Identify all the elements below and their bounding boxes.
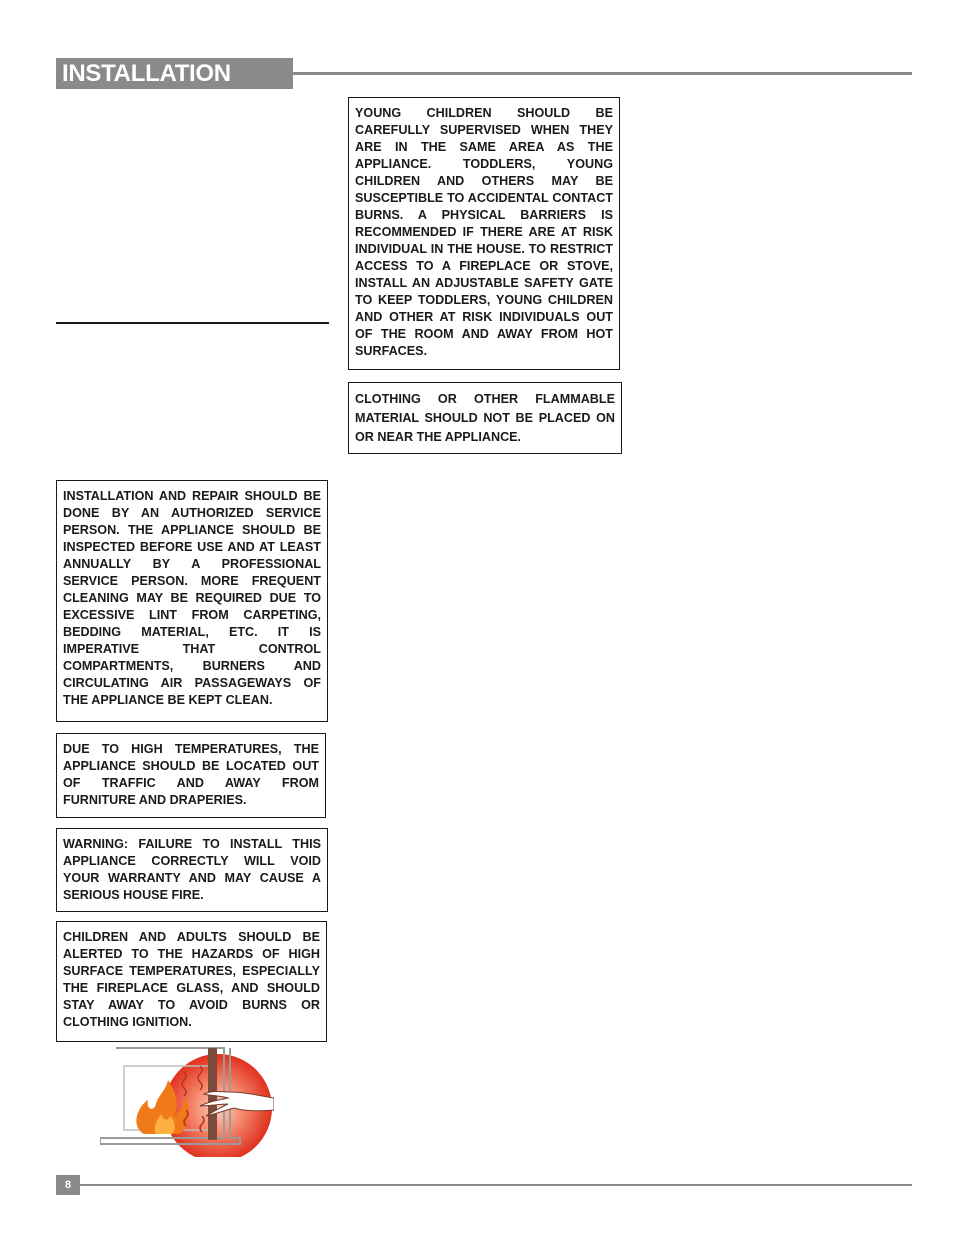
section-header [56, 58, 293, 89]
page-number: 8 [56, 1175, 80, 1195]
warning-box-children-supervision: YOUNG CHILDREN SHOULD BE CAREFULLY SUPERVISED WHEN THEY ARE IN THE SAME AREA AS THE APPLIANCE. TODDLERS, YOUNG CHILDREN AND OTHERS MAY BE SUSCEPTIBLE TO ACCIDENTAL CONTACT BURNS. A PHYSICAL BARRIERS IS RECOMMENDED IF THERE ARE AT RISK INDIVIDUAL IN THE HOUSE. TO RESTRICT ACCESS TO A FIREPLACE OR STOVE, INSTALL AN ADJUSTABLE SAFETY GATE TO KEEP TODDLERS, YOUNG CHILDREN AND OTHER AT RISK INDIVIDUALS OUT OF THE ROOM AND AWAY FROM HOT SURFACES. [348, 97, 620, 370]
hot-glass-burn-warning-icon [100, 1046, 274, 1160]
warning-box-alert-hazards: CHILDREN AND ADULTS SHOULD BE ALERTED TO THE HAZARDS OF HIGH SURFACE TEMPERATURES, ESPECIALLY THE FIREPLACE GLASS, AND SHOULD STAY AWAY TO AVOID BURNS OR CLOTHING IGNITION. [56, 921, 327, 1042]
section-title: INSTALLATION [62, 60, 231, 87]
column-divider-rule [56, 322, 329, 324]
header-rule [293, 72, 912, 75]
warning-box-installation-repair: INSTALLATION AND REPAIR SHOULD BE DONE BY AN AUTHORIZED SERVICE PERSON. THE APPLIANCE SHOULD BE INSPECTED BEFORE USE AND AT LEAST ANNUALLY BY A PROFESSIONAL SERVICE PERSON. MORE FREQUENT CLEANING MAY BE REQUIRED DUE TO EXCESSIVE LINT FROM CARPETING, BEDDING MATERIAL, ETC. IT IS IMPERATIVE THAT CONTROL COMPARTMENTS, BURNERS AND CIRCULATING AIR PASSAGEWAYS OF THE APPLIANCE BE KEPT CLEAN. [56, 480, 328, 722]
warning-box-install-failure: WARNING: FAILURE TO INSTALL THIS APPLIANCE CORRECTLY WILL VOID YOUR WARRANTY AND MAY CAUSE A SERIOUS HOUSE FIRE. [56, 828, 328, 912]
warning-box-clothing: CLOTHING OR OTHER FLAMMABLE MATERIAL SHOULD NOT BE PLACED ON OR NEAR THE APPLIANCE. [348, 382, 622, 454]
footer-rule [80, 1184, 912, 1186]
warning-box-high-temperatures: DUE TO HIGH TEMPERATURES, THE APPLIANCE SHOULD BE LOCATED OUT OF TRAFFIC AND AWAY FROM FURNITURE AND DRAPERIES. [56, 733, 326, 818]
